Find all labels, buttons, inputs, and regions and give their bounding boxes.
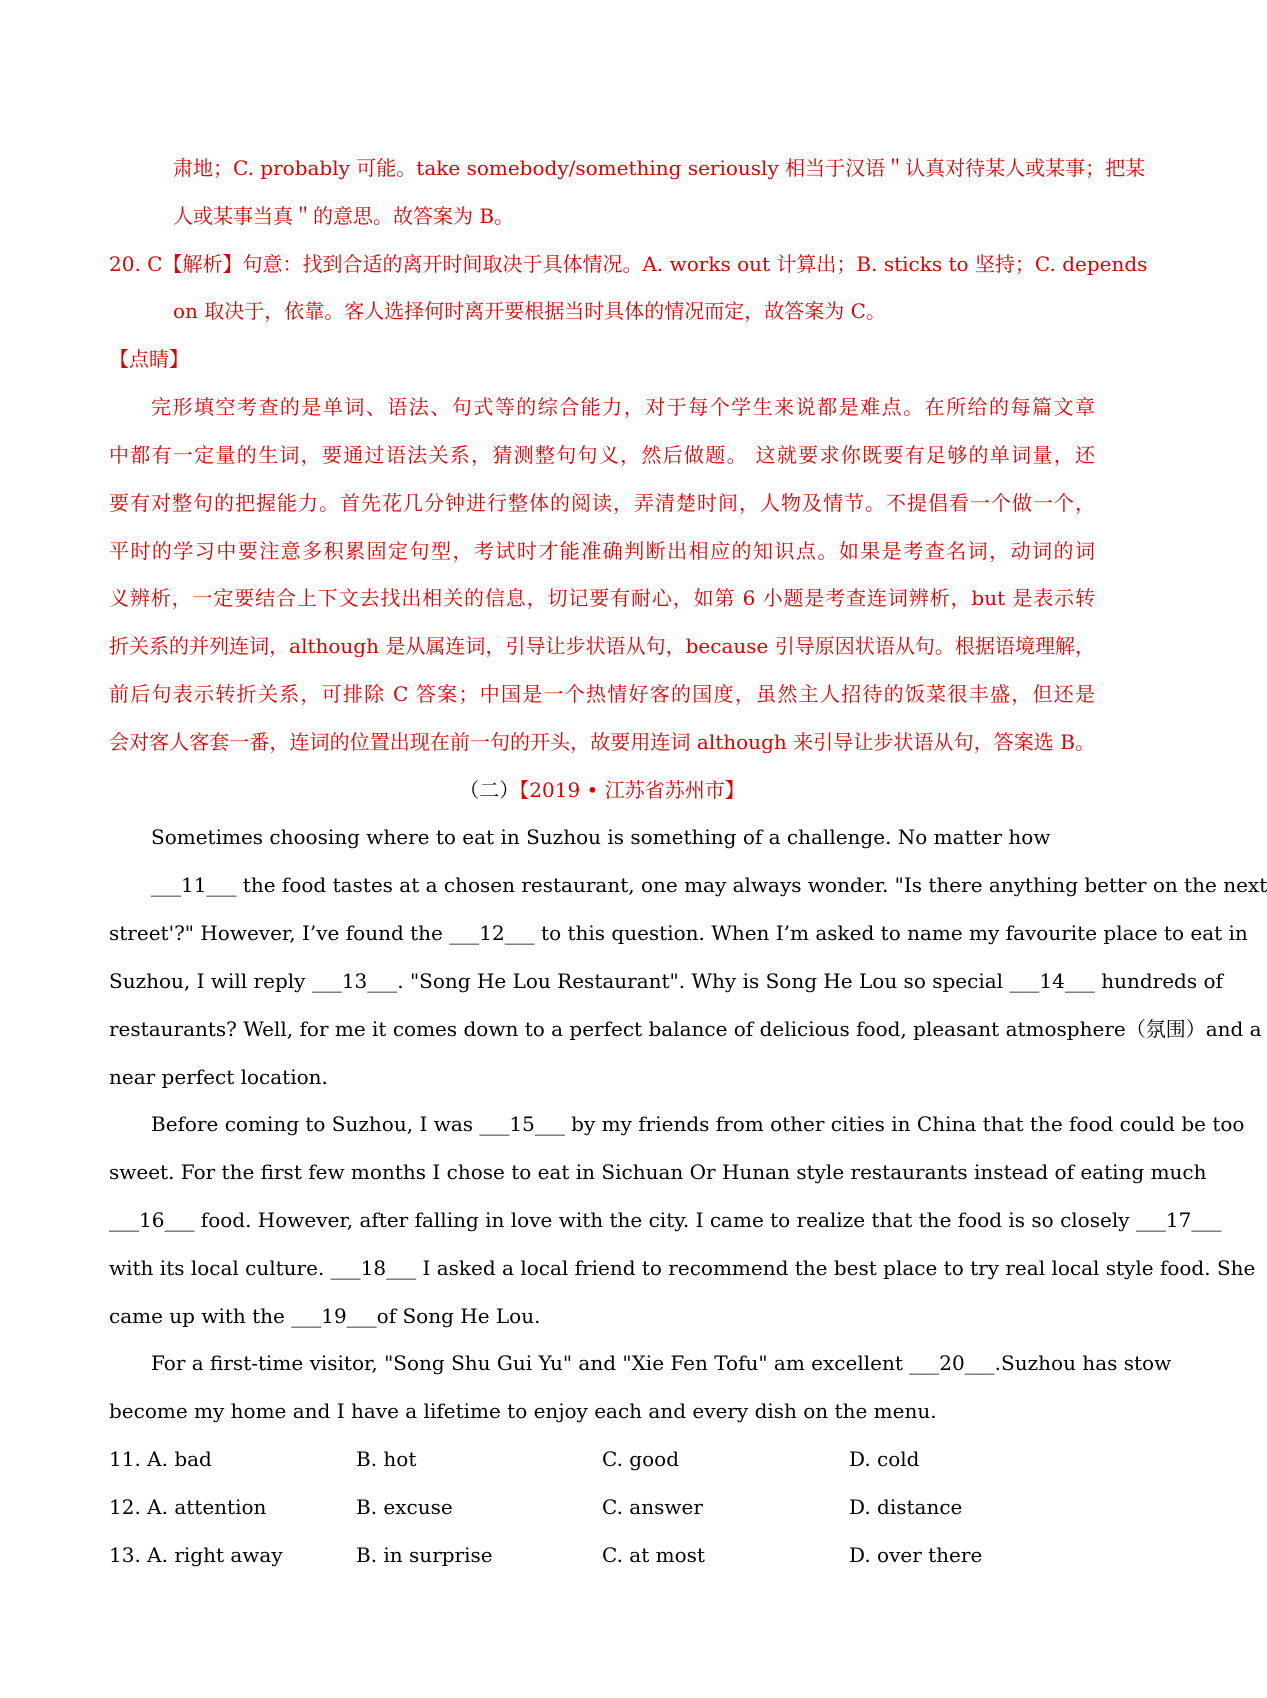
- question-options-11: [109, 1445, 1095, 1473]
- passage-line: street'?" However, I’ve found the ___12___ to this question. When I’m asked to name my favourite place to eat in: [109, 921, 1248, 945]
- option-d: D. over there: [849, 1543, 983, 1567]
- option-c: C. answer: [602, 1495, 703, 1519]
- analysis-q20-line-2: on 取决于，依靠。客人选择何时离开要根据当时具体的情况而定，故答案为 C。: [173, 299, 886, 323]
- question-options-13: [109, 1541, 1095, 1569]
- passage-line: Suzhou, I will reply ___13___. "Song He Lou Restaurant". Why is Song He Lou so special ___14___ hundreds of: [109, 969, 1223, 993]
- option-b: B. in surprise: [356, 1543, 493, 1567]
- passage-line: For a first-time visitor, "Song Shu Gui Yu" and "Xie Fen Tofu" am excellent ___20___.Suzhou has stow: [151, 1351, 1172, 1375]
- tip-line-7: 前后句表示转折关系，可排除 C 答案；中国是一个热情好客的国度，虽然主人招待的饭菜很丰盛，但还是: [109, 682, 1095, 706]
- passage-line: ___11___ the food tastes at a chosen restaurant, one may always wonder. "Is there anything better on the next: [151, 873, 1267, 897]
- tip-line-1: 完形填空考查的是单词、语法、句式等的综合能力，对于每个学生来说都是难点。在所给的每篇文章: [151, 395, 1095, 419]
- option-a: 11. A. bad: [109, 1447, 212, 1471]
- analysis-q19-line-2: 人或某事当真＂的意思。故答案为 B。: [173, 204, 515, 228]
- passage-line: become my home and I have a lifetime to enjoy each and every dish on the menu.: [109, 1399, 937, 1423]
- section-heading: [109, 776, 1095, 804]
- section-title: 【2019 • 江苏省苏州市】: [519, 778, 745, 802]
- question-options-12: [109, 1493, 1095, 1521]
- tip-line-2: 中都有一定量的生词，要通过语法关系，猜测整句句义，然后做题。 这就要求你既要有足够的单词量，还: [109, 443, 1095, 467]
- passage-line: ___16___ food. However, after falling in love with the city. I came to realize that the food is so closely ___17___: [109, 1208, 1222, 1232]
- tip-line-3: 要有对整句的把握能力。首先花几分钟进行整体的阅读，弄清楚时间，人物及情节。不提倡看一个做一个，: [109, 491, 1095, 515]
- passage-line: restaurants? Well, for me it comes down to a perfect balance of delicious food, pleasant atmosphere（氛围）and a: [109, 1017, 1262, 1041]
- passage-line: sweet. For the first few months I chose to eat in Sichuan Or Hunan style restaurants instead of eating much: [109, 1160, 1207, 1184]
- passage-line: Before coming to Suzhou, I was ___15___ by my friends from other cities in China that the food could be too: [151, 1112, 1245, 1136]
- passage-line: Sometimes choosing where to eat in Suzhou is something of a challenge. No matter how: [151, 825, 1051, 849]
- tip-line-8: 会对客人客套一番，连词的位置出现在前一句的开头，故要用连词 although 来引导让步状语从句，答案选 B。: [109, 730, 1095, 754]
- option-c: C. at most: [602, 1543, 705, 1567]
- passage-line: came up with the ___19___of Song He Lou.: [109, 1304, 541, 1328]
- passage-line: with its local culture. ___18___ I asked a local friend to recommend the best place to try real local style food. She: [109, 1256, 1256, 1280]
- option-a: 12. A. attention: [109, 1495, 267, 1519]
- option-d: D. cold: [849, 1447, 920, 1471]
- analysis-q19-line-1: 肃地；C. probably 可能。take somebody/something seriously 相当于汉语＂认真对待某人或某事；把某: [173, 156, 1146, 180]
- analysis-q20-line-1: 20. C【解析】句意：找到合适的离开时间取决于具体情况。A. works out 计算出；B. sticks to 坚持；C. depends: [109, 252, 1148, 276]
- option-b: B. excuse: [356, 1495, 453, 1519]
- section-prefix: （二）: [459, 778, 520, 802]
- option-b: B. hot: [356, 1447, 417, 1471]
- passage-line: near perfect location.: [109, 1065, 328, 1089]
- tip-heading: 【点睛】: [109, 347, 189, 371]
- tip-line-5: 义辨析，一定要结合上下文去找出相关的信息，切记要有耐心，如第 6 小题是考查连词辨析，but 是表示转: [109, 586, 1095, 610]
- option-c: C. good: [602, 1447, 679, 1471]
- tip-line-4: 平时的学习中要注意多积累固定句型，考试时才能准确判断出相应的知识点。如果是考查名词，动词的词: [109, 539, 1095, 563]
- tip-line-6: 折关系的并列连词，although 是从属连词，引导让步状语从句，because 引导原因状语从句。根据语境理解，: [109, 634, 1095, 658]
- option-d: D. distance: [849, 1495, 963, 1519]
- option-a: 13. A. right away: [109, 1543, 283, 1567]
